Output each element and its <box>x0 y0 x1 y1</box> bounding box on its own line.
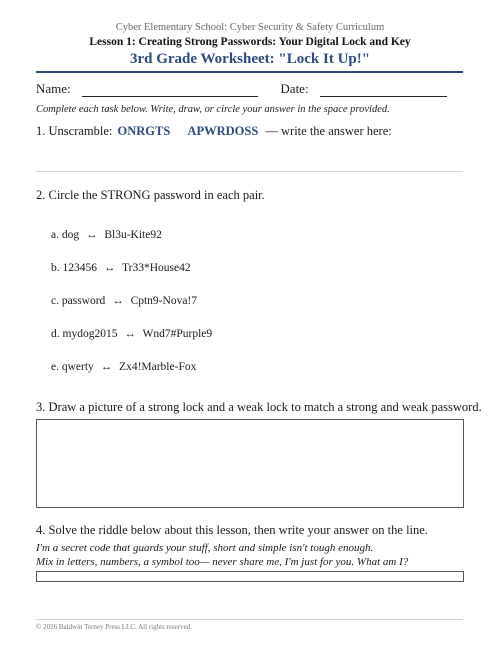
strong-password[interactable]: Zx4!Marble-Fox <box>119 361 197 373</box>
riddle-answer-field[interactable] <box>36 571 464 582</box>
password-pair-e[interactable] <box>51 361 196 373</box>
date-field[interactable] <box>320 96 447 97</box>
weak-password[interactable]: qwerty <box>61 361 94 373</box>
weak-password[interactable]: password <box>61 295 106 307</box>
worksheet-title: 3rd Grade Worksheet: "Lock It Up!" <box>129 51 371 67</box>
question-1 <box>36 124 392 139</box>
strong-password[interactable]: Cptn9-Nova!7 <box>130 295 197 307</box>
pair-label: a. <box>51 229 59 241</box>
weak-password[interactable]: mydog2015 <box>62 328 118 340</box>
q1-scrambled-word-1: ONRGTS <box>117 124 171 138</box>
q1-prefix: 1. Unscramble: <box>36 124 113 138</box>
arrow-icon: ↔ <box>112 295 124 307</box>
strong-password[interactable]: Bl3u-Kite92 <box>104 229 162 241</box>
pair-label: b. <box>51 262 60 274</box>
q1-suffix: — write the answer here: <box>265 124 392 138</box>
arrow-icon: ↔ <box>85 229 98 241</box>
strong-password[interactable]: Wnd7#Purple9 <box>142 328 213 340</box>
footer-divider <box>36 619 463 620</box>
arrow-icon: ↔ <box>124 328 136 340</box>
password-pair-d[interactable] <box>51 328 212 340</box>
q2-prompt: 2. Circle the STRONG password in each pair. <box>36 188 265 202</box>
school-name: Cyber Elementary School: Cyber Security & Safety Curriculum <box>115 22 385 33</box>
riddle-line-2: Mix in letters, numbers, a symbol too— never share me, I'm just for you. What am I? <box>36 556 409 568</box>
pair-label: e. <box>51 361 59 373</box>
q1-answer-line[interactable] <box>36 171 463 172</box>
password-pair-b[interactable] <box>51 262 191 274</box>
strong-password[interactable]: Tr33*House42 <box>122 262 191 274</box>
weak-password[interactable]: dog <box>61 229 80 241</box>
copyright-footer: © 2026 Baldwin Terney Press LLC. All rights reserved. <box>36 623 192 631</box>
name-field[interactable] <box>82 96 258 97</box>
arrow-icon: ↔ <box>103 262 116 274</box>
name-label: Name: <box>36 81 71 96</box>
weak-password[interactable]: 123456 <box>62 262 97 274</box>
q4-prompt: 4. Solve the riddle below about this lesson, then write your answer on the line. <box>36 523 428 537</box>
password-pair-a[interactable] <box>51 229 162 241</box>
header-divider <box>36 71 463 73</box>
date-label: Date: <box>280 81 309 96</box>
instructions: Complete each task below. Write, draw, or circle your answer in the space provided. <box>36 104 390 115</box>
lesson-title: Lesson 1: Creating Strong Passwords: Your Digital Lock and Key <box>89 36 411 48</box>
pair-label: d. <box>51 328 60 340</box>
riddle-line-1: I'm a secret code that guards your stuff, short and simple isn't tough enough. <box>36 542 374 554</box>
arrow-icon: ↔ <box>100 361 113 373</box>
drawing-box[interactable] <box>36 419 464 508</box>
q1-scrambled-word-2: APWRDOSS <box>187 124 259 138</box>
q3-prompt: 3. Draw a picture of a strong lock and a weak lock to match a strong and weak password. <box>36 400 482 414</box>
pair-label: c. <box>51 295 59 307</box>
name-date-row <box>36 81 447 97</box>
password-pair-c[interactable] <box>51 295 197 307</box>
